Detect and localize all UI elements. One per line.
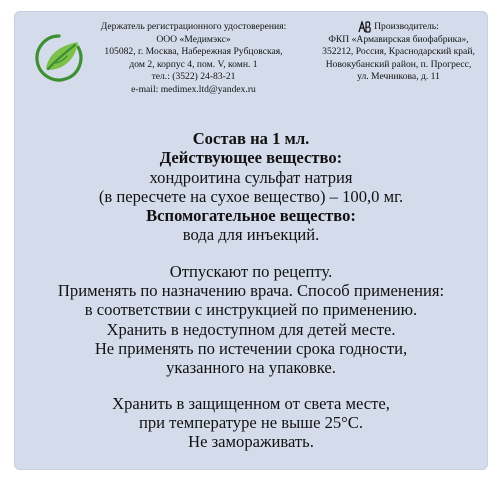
manufacturer-address-line: 352212, Россия, Краснодарский край, [322, 46, 475, 58]
label-body [14, 129, 488, 451]
holder-company: ООО «Медимэкс» [156, 33, 231, 45]
excipient-line: вода для инъекций. [182, 225, 320, 245]
holder-email: e-mail: medimex.ltd@yandex.ru [131, 83, 256, 95]
spacer [14, 245, 488, 262]
instruction-line: Отпускают по рецепту. [169, 261, 333, 281]
holder-address-line: дом 2, корпус 4, пом. V, комн. 1 [129, 58, 258, 70]
manufacturer-address-line: Новокубанский район, п. Прогресс, [325, 58, 472, 70]
manufacturer-title: Производитель: [374, 21, 439, 32]
spacer [14, 378, 488, 394]
active-substance-line: (в пересчете на сухое вещество) – 100,0 мг. [98, 186, 404, 206]
active-substance-line: хондроитина сульфат натрия [149, 167, 353, 187]
instruction-line: Применять по назначению врача. Способ применения: [57, 281, 445, 301]
holder-phone: тел.: (3522) 24-83-21 [151, 71, 236, 83]
instruction-line: Не применять по истечении срока годности, [94, 338, 408, 358]
active-substance-heading: Действующее вещество: [159, 148, 343, 168]
instruction-line: Хранить в недоступном для детей месте. [106, 319, 396, 339]
registration-holder-block [66, 21, 321, 97]
manufacturer-block [311, 21, 486, 84]
storage-line: Хранить в защищенном от света месте, [112, 393, 390, 413]
storage-line: при температуре не выше 25°С. [138, 412, 364, 432]
excipient-heading: Вспомогательное вещество: [146, 206, 356, 226]
label-header [14, 11, 488, 111]
manufacturer-address-line: ул. Мечникова, д. 11 [357, 71, 440, 83]
holder-address-line: 105082, г. Москва, Набережная Рубцовская, [104, 46, 283, 58]
manufacturer-title-row [311, 21, 486, 34]
fkp-emblem-icon [358, 21, 371, 33]
instruction-line: указанного на упаковке. [166, 358, 336, 378]
drug-label-panel [14, 11, 488, 470]
manufacturer-name: ФКП «Армавирская биофабрика», [328, 33, 469, 45]
composition-title: Состав на 1 мл. [192, 129, 310, 148]
holder-heading: Держатель регистрационного удостоверения: [100, 21, 287, 32]
instruction-line: в соответствии с инструкцией по применению. [84, 300, 418, 320]
storage-line: Не замораживать. [188, 432, 314, 452]
